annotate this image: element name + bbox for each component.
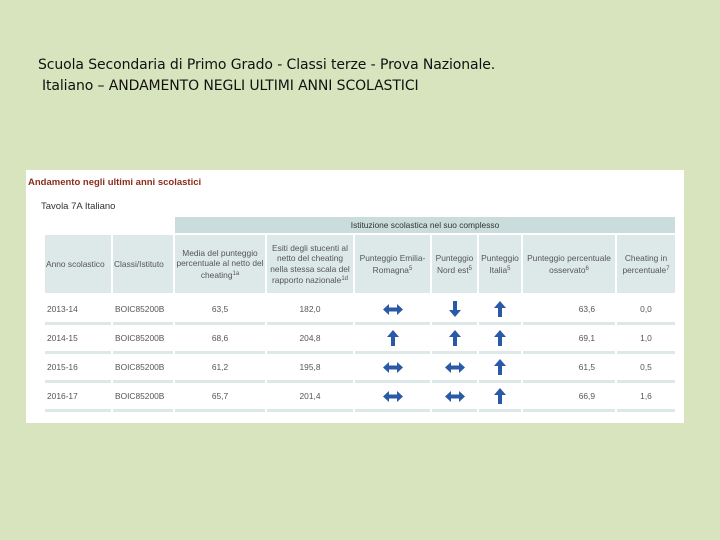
col-scale-cell: 201,4 — [267, 383, 353, 412]
group-header-row — [45, 217, 675, 235]
col-observed-header: Punteggio percentuale osservato$^6$ — [523, 235, 615, 296]
col-year-cell: 2013-14 — [45, 296, 111, 325]
col-er-header: Punteggio Emilia-Romagna$^5$ — [355, 235, 430, 296]
col-mean-cell: 68,6 — [175, 325, 265, 354]
arrow-left-right-icon — [383, 304, 403, 315]
col-year-header: Anno scolastico — [45, 235, 111, 296]
col-er-cell — [355, 354, 430, 383]
results-table — [43, 217, 677, 412]
arrow-left-right-icon — [445, 391, 465, 402]
arrow-left-right-icon — [445, 362, 465, 373]
col-it-cell — [479, 296, 521, 325]
slide-title-line1: Scuola Secondaria di Primo Grado - Classi terze - Prova Nazionale. — [38, 57, 496, 73]
slide-title-line2: Italiano – ANDAMENTO NEGLI ULTIMI ANNI SCOLASTICI — [42, 78, 419, 94]
col-class-cell: BOIC85200B — [113, 325, 173, 354]
col-class-cell: BOIC85200B — [113, 296, 173, 325]
col-mean-cell: 65,7 — [175, 383, 265, 412]
col-er-cell — [355, 325, 430, 354]
col-scale-header: Esiti degli stucenti al netto del cheating nella stessa scala del rapporto nazionale$^{1d}$ — [267, 235, 353, 296]
arrow-left-right-icon — [383, 391, 403, 402]
arrow-up-icon — [494, 359, 506, 375]
arrow-up-icon — [387, 330, 399, 346]
col-ne-cell — [432, 383, 477, 412]
col-observed-cell: 69,1 — [523, 325, 615, 354]
col-ne-cell — [432, 296, 477, 325]
col-er-cell — [355, 383, 430, 412]
arrow-up-icon — [494, 330, 506, 346]
group-header: Istituzione scolastica nel suo complesso — [175, 217, 675, 235]
col-scale-cell: 182,0 — [267, 296, 353, 325]
col-year-cell: 2014-15 — [45, 325, 111, 354]
table-row — [45, 383, 675, 412]
arrow-down-icon — [449, 301, 461, 317]
col-cheating-cell: 1,6 — [617, 383, 675, 412]
section-heading: Andamento negli ultimi anni scolastici — [28, 177, 202, 188]
col-scale-cell: 195,8 — [267, 354, 353, 383]
table-body — [45, 296, 675, 412]
col-mean-cell: 61,2 — [175, 354, 265, 383]
col-mean-cell: 63,5 — [175, 296, 265, 325]
col-ne-cell — [432, 325, 477, 354]
table-caption: Tavola 7A Italiano — [41, 201, 116, 212]
arrow-up-icon — [494, 301, 506, 317]
report-image-panel — [26, 170, 684, 423]
col-year-cell: 2016-17 — [45, 383, 111, 412]
col-cheating-header: Cheating in percentuale$^7$ — [617, 235, 675, 296]
arrow-left-right-icon — [383, 362, 403, 373]
col-mean-header: Media del punteggio percentuale al netto del cheating$^{1a}$ — [175, 235, 265, 296]
col-it-header: Punteggio Italia$^5$ — [479, 235, 521, 296]
col-ne-cell — [432, 354, 477, 383]
col-scale-cell: 204,8 — [267, 325, 353, 354]
table-row — [45, 354, 675, 383]
col-class-cell: BOIC85200B — [113, 383, 173, 412]
col-cheating-cell: 0,5 — [617, 354, 675, 383]
col-it-cell — [479, 383, 521, 412]
slide-title — [38, 55, 495, 97]
col-class-header: Classi/Istituto — [113, 235, 173, 296]
col-er-cell — [355, 296, 430, 325]
col-cheating-cell: 1,0 — [617, 325, 675, 354]
arrow-up-icon — [494, 388, 506, 404]
table-row — [45, 296, 675, 325]
col-year-cell: 2015-16 — [45, 354, 111, 383]
col-observed-cell: 66,9 — [523, 383, 615, 412]
arrow-up-icon — [449, 330, 461, 346]
col-class-cell: BOIC85200B — [113, 354, 173, 383]
col-cheating-cell: 0,0 — [617, 296, 675, 325]
col-observed-cell: 61,5 — [523, 354, 615, 383]
col-it-cell — [479, 325, 521, 354]
col-observed-cell: 63,6 — [523, 296, 615, 325]
column-header-row — [45, 235, 675, 296]
table-row — [45, 325, 675, 354]
col-it-cell — [479, 354, 521, 383]
col-ne-header: Punteggio Nord est$^5$ — [432, 235, 477, 296]
